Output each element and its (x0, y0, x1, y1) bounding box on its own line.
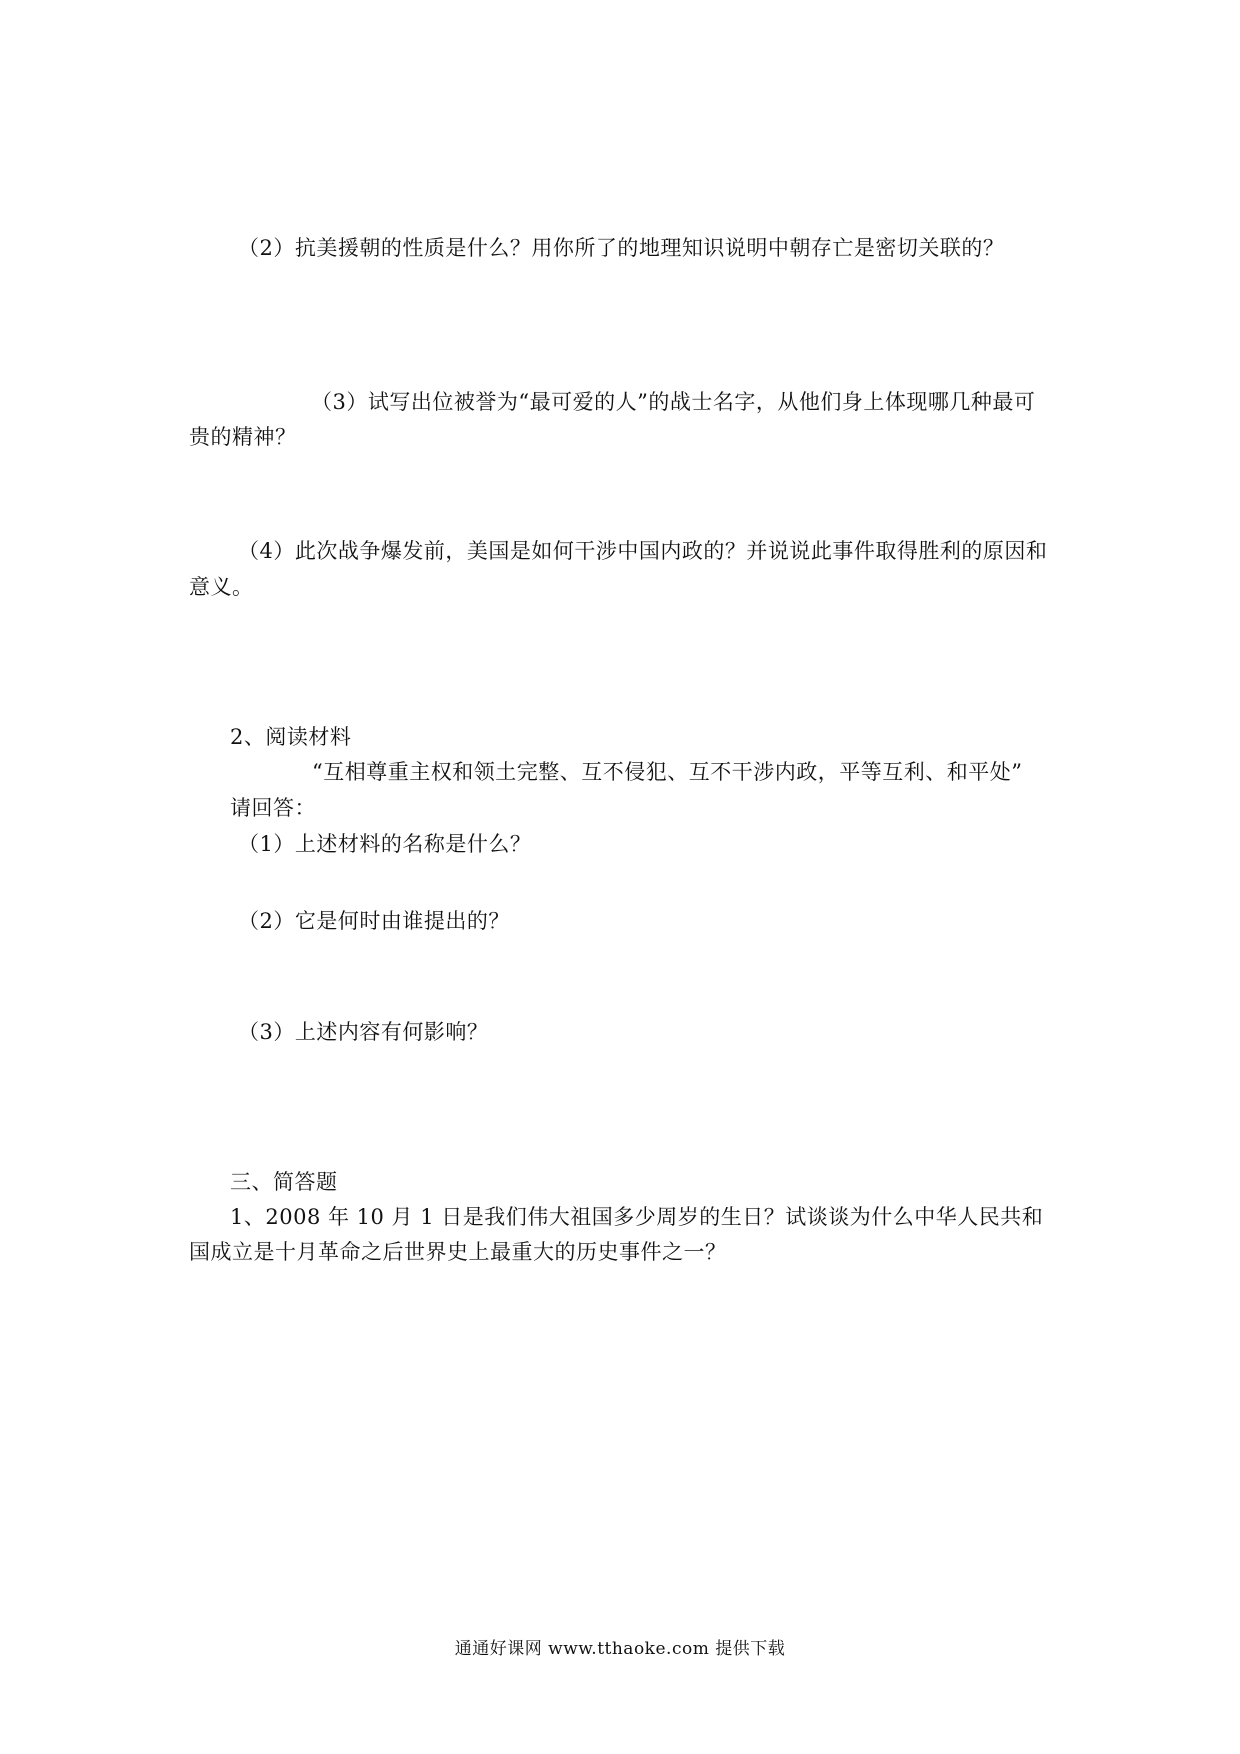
question-2-korean-war: （2）抗美援朝的性质是什么？用你所了的地理知识说明中朝存亡是密切关联的？ (238, 236, 1005, 260)
short-answer-heading: 三、简答题 (230, 1170, 338, 1194)
question-3-line-1: （3）试写出位被誉为“最可爱的人”的战士名字，从他们身上体现哪几种最可 (311, 390, 1036, 414)
question-4-line-1: （4）此次战争爆发前，美国是如何干涉中国内政的？并说说此事件取得胜利的原因和 (238, 539, 1048, 563)
answer-prompt: 请回答： (230, 796, 316, 820)
material-question-3: （3）上述内容有何影响？ (238, 1020, 489, 1044)
reading-material-quote: “互相尊重主权和领土完整、互不侵犯、互不干涉内政，平等互利、和平处” (312, 760, 1023, 784)
material-question-1: （1）上述材料的名称是什么？ (238, 832, 532, 856)
short-answer-question-1-line-2: 国成立是十月革命之后世界史上最重大的历史事件之一？ (189, 1240, 727, 1264)
reading-material-heading: 2、阅读材料 (230, 725, 352, 749)
material-question-2: （2）它是何时由谁提出的？ (238, 909, 510, 933)
footer-credit: 通通好课网 www.tthaoke.com 提供下载 (454, 1639, 786, 1659)
question-4-line-2: 意义。 (189, 575, 254, 599)
short-answer-question-1-line-1: 1、2008 年 10 月 1 日是我们伟大祖国多少周岁的生日？试谈谈为什么中华人民共和 (230, 1205, 1044, 1229)
question-3-line-2: 贵的精神？ (189, 425, 297, 449)
